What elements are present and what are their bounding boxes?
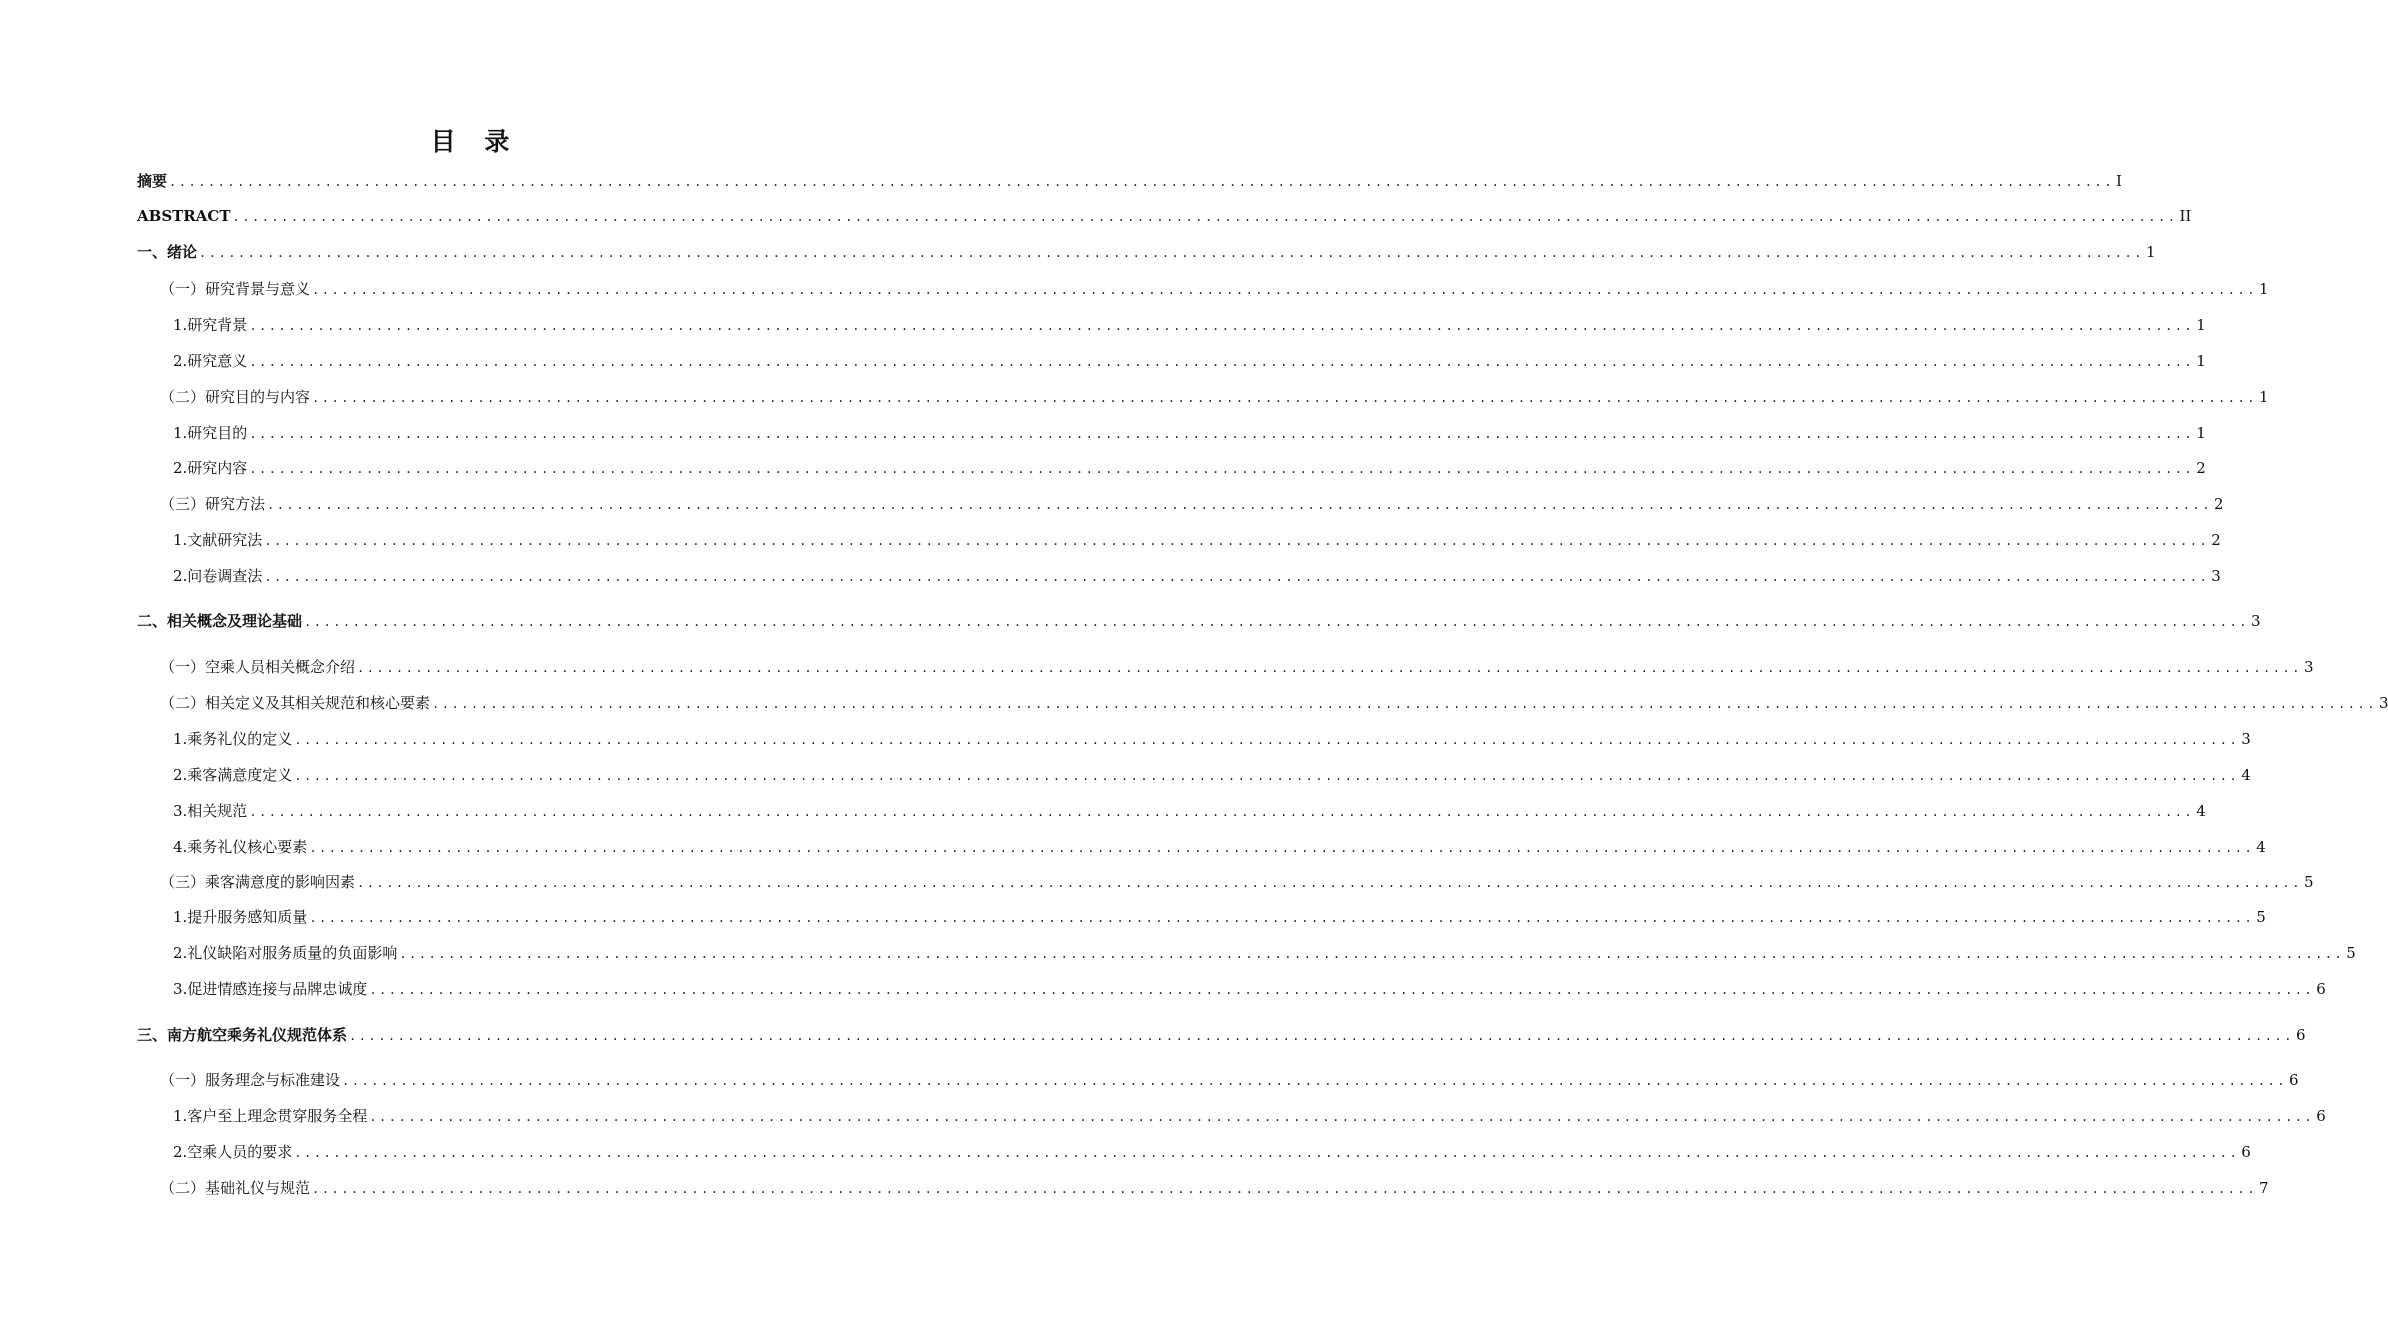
toc-page-number: 1 [2258, 388, 2269, 406]
toc-entry-title: 1.提升服务感知质量 [173, 908, 308, 926]
toc-entry-title: 摘要 [137, 172, 168, 190]
toc-dot-leader: ........................................................................................................................................................................................................ [304, 615, 2249, 629]
toc-dot-leader: ........................................................................................................................................................................................................ [294, 769, 2240, 783]
toc-entry[interactable] [173, 565, 2221, 588]
toc-page-number: 2 [2196, 459, 2206, 477]
toc-entry[interactable] [160, 1177, 2269, 1200]
toc-entry[interactable] [173, 836, 2266, 859]
toc-entry[interactable] [173, 529, 2221, 552]
toc-page-number: 3 [2303, 658, 2314, 676]
toc-page-number: II [2179, 207, 2192, 225]
toc-page-number: 5 [2346, 944, 2356, 962]
toc-entry[interactable] [160, 278, 2269, 301]
toc-entry[interactable] [173, 728, 2251, 751]
toc-dot-leader: ........................................................................................................................................................................................................ [357, 661, 2302, 675]
toc-page-number: 5 [2256, 908, 2266, 926]
toc-entry[interactable] [160, 656, 2314, 679]
toc-entry[interactable] [173, 1105, 2326, 1128]
toc-entry-title: 二、相关概念及理论基础 [137, 612, 303, 630]
toc-page-number: 6 [2288, 1071, 2299, 1089]
toc-dot-leader: ........................................................................................................................................................................................................ [432, 697, 2377, 711]
toc-page-number: 1 [2196, 424, 2206, 442]
toc-entry[interactable] [160, 692, 2388, 715]
toc-page-number: 6 [2316, 980, 2326, 998]
toc-entry-title: （二）基础礼仪与规范 [160, 1179, 311, 1197]
toc-entry-title: （一）服务理念与标准建设 [160, 1071, 341, 1089]
toc-dot-leader: ........................................................................................................................................................................................................ [349, 1029, 2294, 1043]
toc-entry-title: 一、绪论 [137, 243, 198, 261]
toc-page-number: I [2115, 172, 2122, 190]
toc-dot-leader: ........................................................................................................................................................................................................ [199, 246, 2144, 260]
toc-dot-leader: ........................................................................................................................................................................................................ [309, 841, 2255, 855]
toc-page-number: 4 [2256, 838, 2266, 856]
toc-dot-leader: ........................................................................................................................................................................................................ [294, 733, 2240, 747]
toc-entry-title: 2.乘客满意度定义 [173, 766, 293, 784]
toc-entry[interactable] [160, 1069, 2299, 1092]
toc-entry-title: （一）研究背景与意义 [160, 280, 311, 298]
toc-entry[interactable] [173, 800, 2206, 823]
toc-dot-leader: ........................................................................................................................................................................................................ [312, 391, 2257, 405]
toc-dot-leader: ........................................................................................................................................................................................................ [309, 911, 2255, 925]
toc-entry-title: ABSTRACT [137, 207, 231, 225]
toc-entry[interactable] [137, 610, 2261, 633]
toc-dot-leader: ........................................................................................................................................................................................................ [232, 210, 2178, 224]
toc-entry-title: （一）空乘人员相关概念介绍 [160, 658, 356, 676]
toc-entry-title: 2.研究内容 [173, 459, 248, 477]
toc-entry-title: 2.空乘人员的要求 [173, 1143, 293, 1161]
toc-entry-title: 1.乘务礼仪的定义 [173, 730, 293, 748]
toc-entry-title: （三）乘客满意度的影响因素 [160, 873, 356, 891]
toc-dot-leader: ........................................................................................................................................................................................................ [312, 1182, 2257, 1196]
toc-page-number: 1 [2196, 316, 2206, 334]
toc-entry-title: 1.研究背景 [173, 316, 248, 334]
toc-entry[interactable] [173, 978, 2326, 1001]
toc-entry[interactable] [137, 170, 2122, 193]
toc-page-number: 1 [2196, 352, 2206, 370]
toc-entry-title: 2.礼仪缺陷对服务质量的负面影响 [173, 944, 398, 962]
toc-entry-title: 2.问卷调查法 [173, 567, 263, 585]
toc-entry-title: 三、南方航空乘务礼仪规范体系 [137, 1026, 348, 1044]
toc-entry[interactable] [173, 314, 2206, 337]
toc-entry[interactable] [173, 906, 2266, 929]
toc-page-number: 3 [2211, 567, 2221, 585]
toc-dot-leader: ........................................................................................................................................................................................................ [249, 427, 2195, 441]
toc-dot-leader: ........................................................................................................................................................................................................ [249, 319, 2195, 333]
toc-page-number: 7 [2258, 1179, 2269, 1197]
toc-page-number: 2 [2213, 495, 2224, 513]
toc-dot-leader: ........................................................................................................................................................................................................ [369, 1110, 2315, 1124]
toc-page-number: 6 [2316, 1107, 2326, 1125]
toc-entry-title: （二）研究目的与内容 [160, 388, 311, 406]
toc-entry-title: 1.研究目的 [173, 424, 248, 442]
toc-page-number: 6 [2295, 1026, 2306, 1044]
toc-entry[interactable] [173, 1141, 2251, 1164]
toc-dot-leader: ........................................................................................................................................................................................................ [342, 1074, 2287, 1088]
toc-entry[interactable] [160, 871, 2314, 894]
toc-entry-title: （二）相关定义及其相关规范和核心要素 [160, 694, 431, 712]
toc-page-number: 3 [2241, 730, 2251, 748]
toc-entry-title: 1.客户至上理念贯穿服务全程 [173, 1107, 368, 1125]
toc-dot-leader: ........................................................................................................................................................................................................ [264, 570, 2210, 584]
toc-entry[interactable] [173, 422, 2206, 445]
toc-page-number: 3 [2250, 612, 2261, 630]
toc-dot-leader: ........................................................................................................................................................................................................ [249, 462, 2195, 476]
toc-page-number: 1 [2258, 280, 2269, 298]
toc-entry-title: 2.研究意义 [173, 352, 248, 370]
toc-page-number: 6 [2241, 1143, 2251, 1161]
toc-page-number: 3 [2378, 694, 2388, 712]
toc-dot-leader: ........................................................................................................................................................................................................ [369, 983, 2315, 997]
toc-entry-title: 3.促进情感连接与品牌忠诚度 [173, 980, 368, 998]
toc-entry[interactable] [173, 350, 2206, 373]
toc-entry-title: 1.文献研究法 [173, 531, 263, 549]
toc-entry[interactable] [137, 205, 2192, 228]
toc-entry-title: 3.相关规范 [173, 802, 248, 820]
toc-page-number: 5 [2303, 873, 2314, 891]
toc-entry[interactable] [137, 241, 2156, 264]
toc-entry[interactable] [160, 386, 2269, 409]
toc-dot-leader: ........................................................................................................................................................................................................ [249, 805, 2195, 819]
toc-dot-leader: ........................................................................................................................................................................................................ [169, 175, 2114, 189]
toc-page-number: 4 [2241, 766, 2251, 784]
toc-dot-leader: ........................................................................................................................................................................................................ [294, 1146, 2240, 1160]
toc-entry-title: 4.乘务礼仪核心要素 [173, 838, 308, 856]
toc-entry[interactable] [173, 457, 2206, 480]
toc-entry[interactable] [173, 942, 2356, 965]
toc-entry[interactable] [173, 764, 2251, 787]
toc-page-number: 1 [2145, 243, 2156, 261]
toc-dot-leader: ........................................................................................................................................................................................................ [267, 498, 2212, 512]
toc-dot-leader: ........................................................................................................................................................................................................ [312, 283, 2257, 297]
toc-page-number: 2 [2211, 531, 2221, 549]
page-title: 目 录 [430, 127, 520, 156]
toc-dot-leader: ........................................................................................................................................................................................................ [264, 534, 2210, 548]
toc-entry-title: （三）研究方法 [160, 495, 266, 513]
toc-dot-leader: ........................................................................................................................................................................................................ [399, 947, 2345, 961]
toc-dot-leader: ........................................................................................................................................................................................................ [357, 876, 2302, 890]
toc-entry[interactable] [137, 1024, 2306, 1047]
toc-dot-leader: ........................................................................................................................................................................................................ [249, 355, 2195, 369]
toc-entry[interactable] [160, 493, 2224, 516]
toc-page-number: 4 [2196, 802, 2206, 820]
